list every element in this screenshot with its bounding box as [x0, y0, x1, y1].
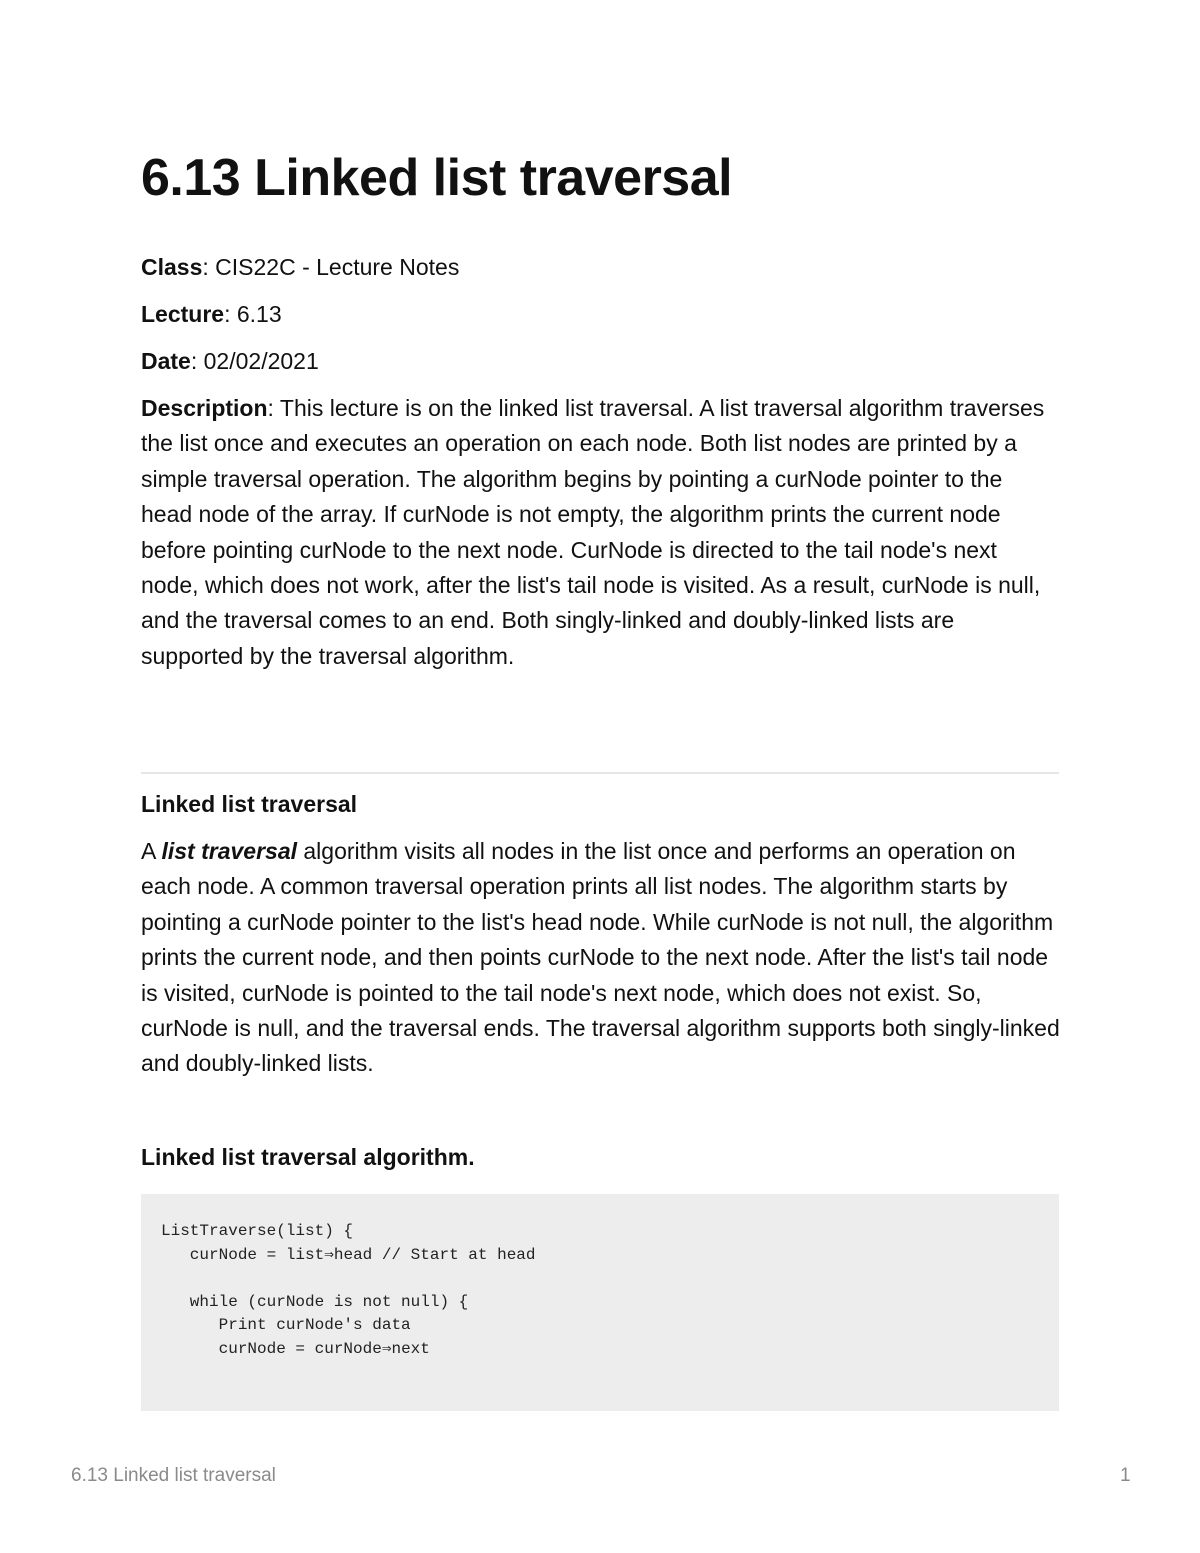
- code-line: [161, 1267, 1039, 1291]
- traversal-paragraph: [141, 834, 1071, 1082]
- code-line: curNode = curNode⇒next: [161, 1339, 430, 1358]
- property-key: Description: [141, 395, 268, 421]
- property-lecture: [141, 297, 1059, 331]
- paragraph-prefix: A: [141, 838, 162, 864]
- page-content: [141, 146, 1059, 674]
- code-line: ListTraverse(list) {: [161, 1222, 354, 1240]
- code-line: while (curNode is not null) {: [161, 1292, 469, 1311]
- footer-page-number: 1: [1120, 1465, 1131, 1486]
- property-colon: :: [202, 254, 216, 280]
- property-value: 6.13: [236, 301, 282, 327]
- code-block: [141, 1194, 1059, 1411]
- page-title: 6.13 Linked list traversal: [141, 149, 733, 207]
- footer-title: 6.13 Linked list traversal: [71, 1465, 276, 1486]
- section-heading-traversal: Linked list traversal: [141, 791, 358, 817]
- property-date: [141, 344, 1059, 378]
- property-key: Date: [141, 348, 191, 374]
- code-line: curNode = list⇒head // Start at head: [161, 1245, 536, 1264]
- property-colon: :: [267, 395, 280, 421]
- section-heading-algorithm: Linked list traversal algorithm.: [141, 1144, 475, 1170]
- property-value: CIS22C - Lecture Notes: [215, 254, 460, 280]
- divider: [141, 772, 1059, 774]
- property-class: [141, 250, 1059, 284]
- term-list-traversal: list traversal: [161, 838, 297, 864]
- property-colon: :: [224, 301, 237, 327]
- property-colon: :: [190, 348, 204, 374]
- paragraph-text: algorithm visits all nodes in the list once and performs an operation on each node. A common traversal operation prints all list nodes. The algorithm starts by pointing a curNode pointer to the list's head node. While curNode is not null, the algorithm prints the current node, and then points curNode to the next node. After the list's tail node is visited, curNode is pointed to the tail node's next node, which does not exist. So, curNode is null, and the traversal ends. The traversal algorithm supports both singly-linked and doubly-linked lists.: [141, 838, 1060, 1077]
- property-key: Class: [141, 254, 203, 280]
- property-value: 02/02/2021: [203, 348, 319, 374]
- code-line: Print curNode's data: [161, 1316, 411, 1334]
- property-description: [141, 391, 1059, 674]
- property-key: Lecture: [141, 301, 225, 327]
- description-text: This lecture is on the linked list traversal. A list traversal algorithm traverses the list once and executes an operation on each node. Both list nodes are printed by a simple traversal operation. The algorithm begins by pointing a curNode pointer to the head node of the array. If curNode is not empty, the algorithm prints the current node before pointing curNode to the next node. CurNode is directed to the tail node's next node, which does not work, after the list's tail node is visited. As a result, curNode is null, and the traversal comes to an end. Both singly-linked and doubly-linked lists are supported by the traversal algorithm.: [141, 395, 1045, 669]
